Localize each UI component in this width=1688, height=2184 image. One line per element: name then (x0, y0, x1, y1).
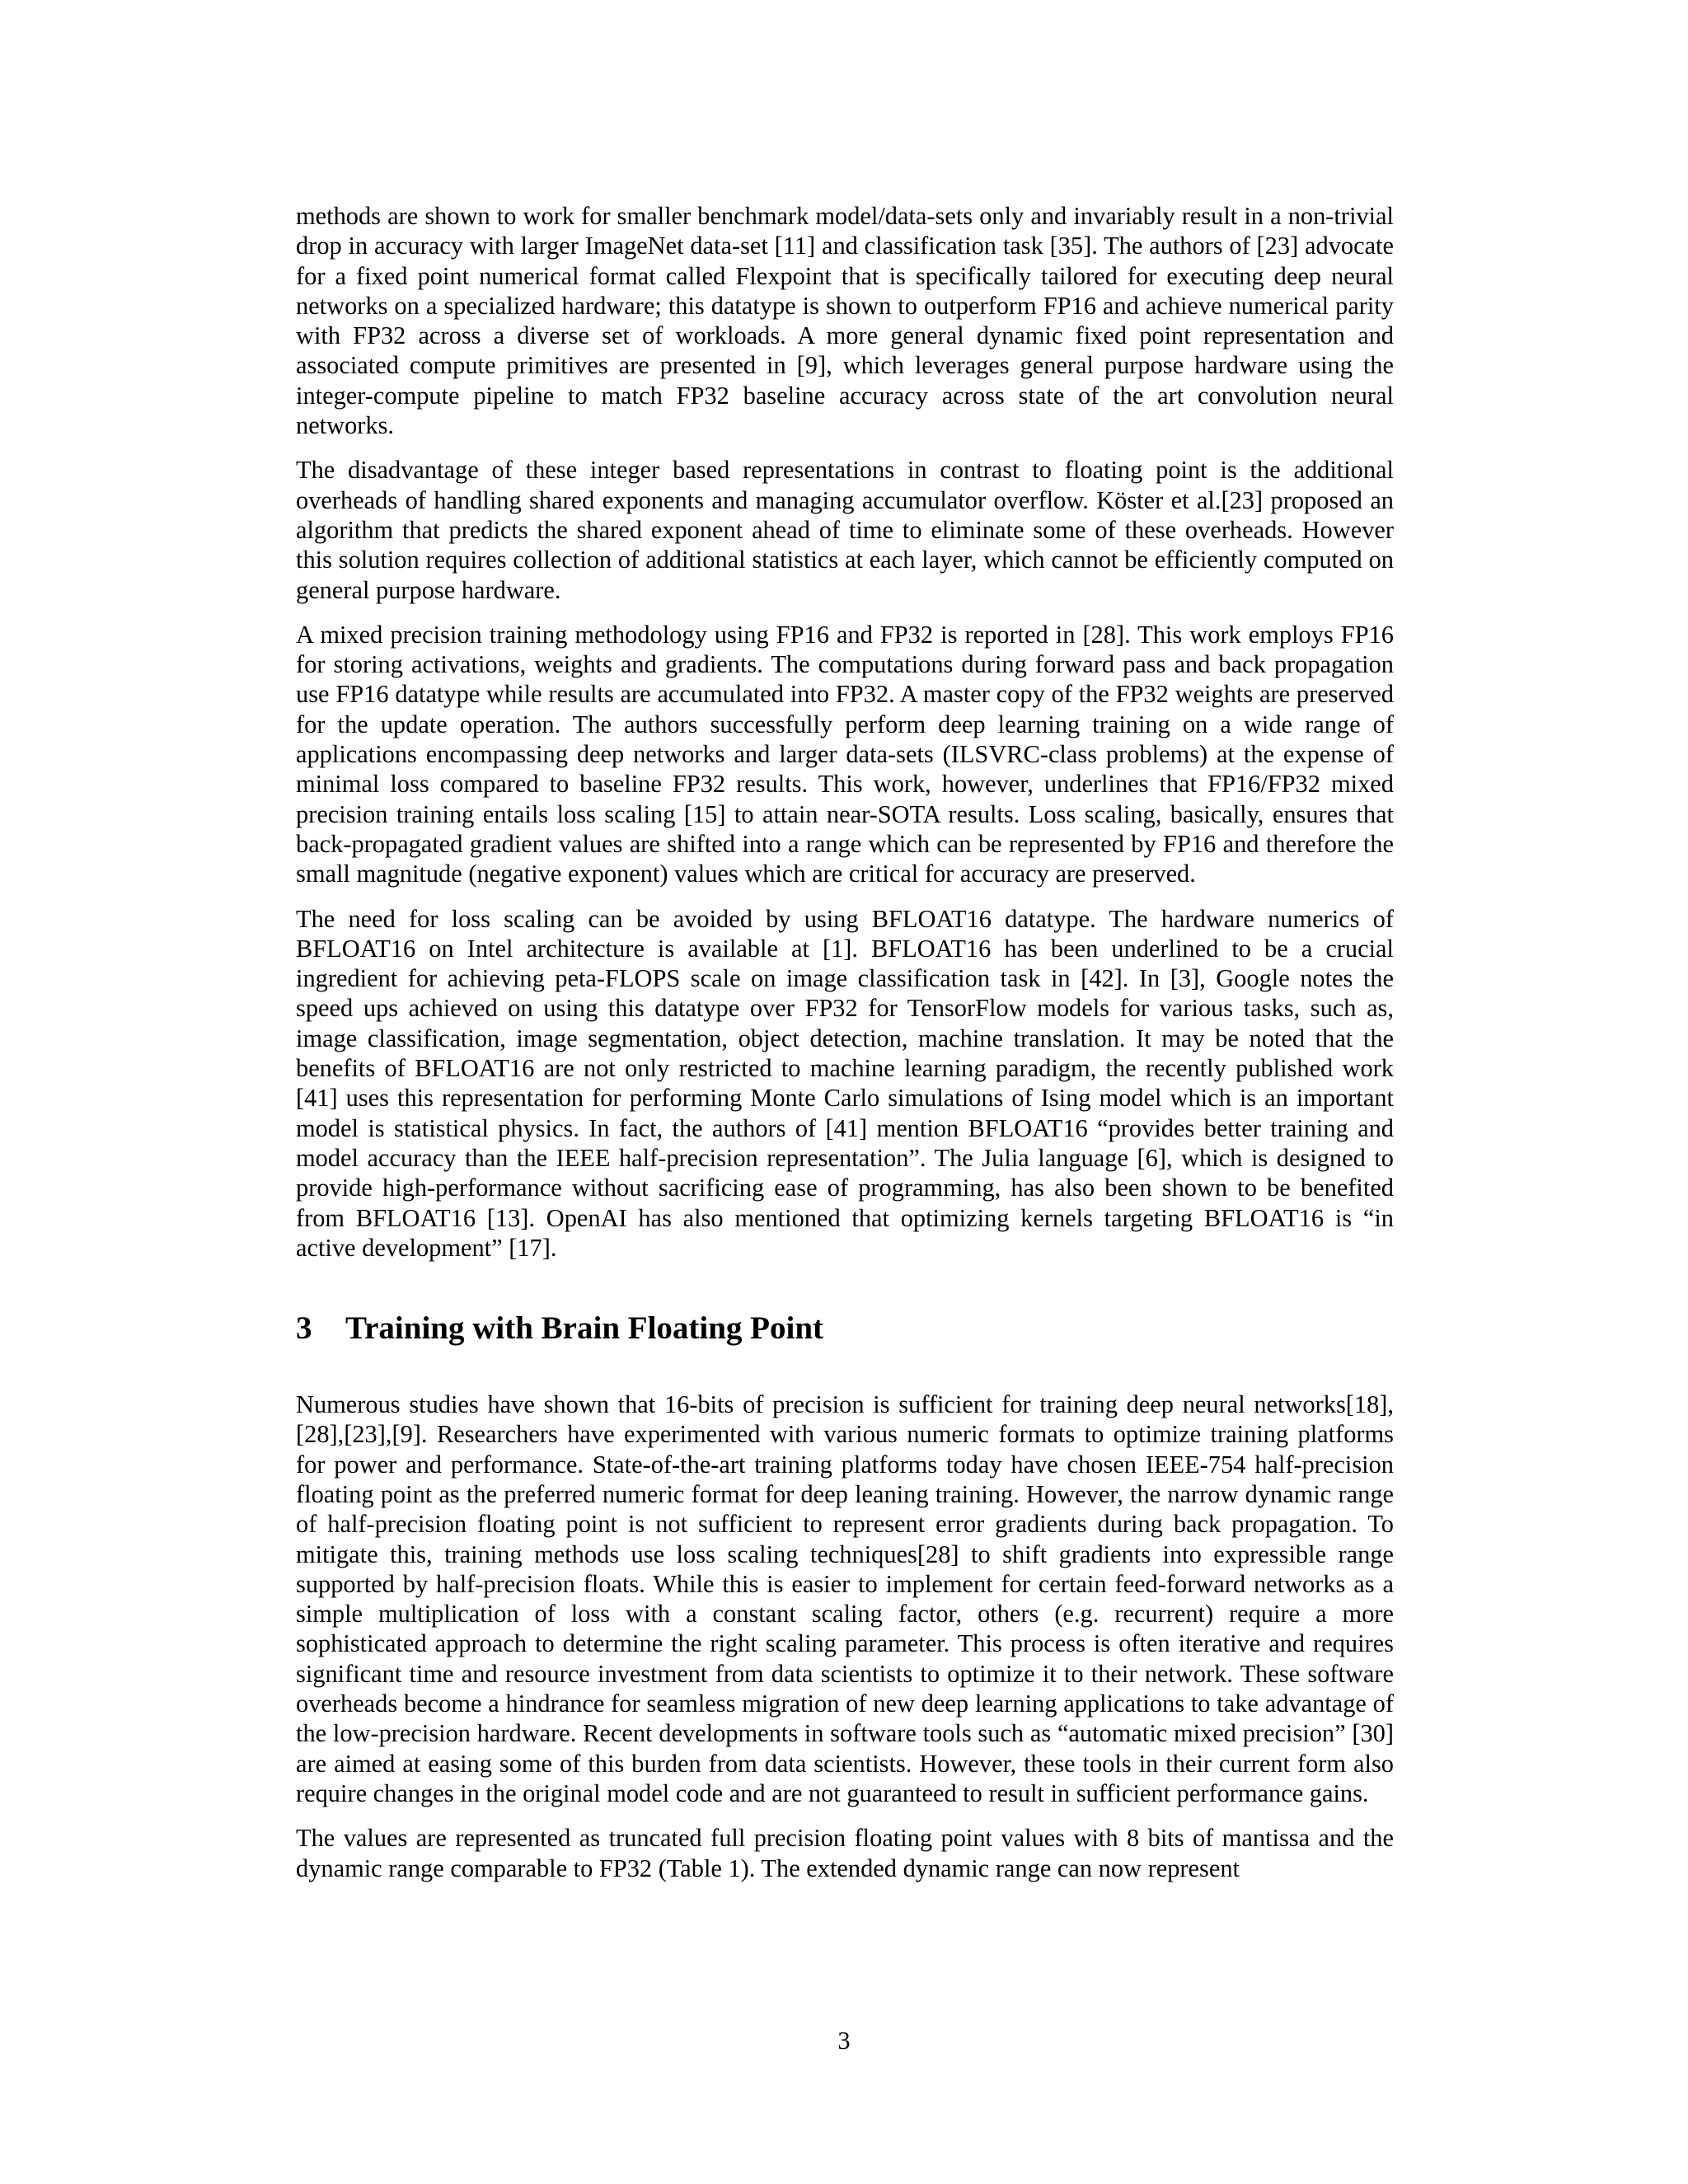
paragraph-value-representation: The values are represented as truncated full precision floating point values with 8 bits of mantissa and the dynamic range comparable to FP32 (Table 1). The extended dynamic range can now represent (296, 1824, 1394, 1882)
section-number: 3 (296, 1310, 312, 1347)
paragraph-bfloat16-benefits: The need for loss scaling can be avoided by using BFLOAT16 datatype. The hardware numerics of BFLOAT16 on Intel architecture is available at [1]. BFLOAT16 has been underlined to be a crucial ingredient for achieving peta-FLOPS scale on image classification task in [42]. In [3], Google notes the speed ups achieved on using this datatype over FP32 for TensorFlow models for various tasks, such as, image classification, image segmentation, object detection, machine translation. It may be noted that the benefits of BFLOAT16 are not only restricted to machine learning paradigm, the recently published work [41] uses this representation for performing Monte Carlo simulations of Ising model which is an important model is statistical physics. In fact, the authors of [41] mention BFLOAT16 “provides better training and model accuracy than the IEEE half-precision representation”. The Julia language [6], which is designed to provide high-performance without sacrificing ease of programming, has also been shown to be benefited from BFLOAT16 [13]. OpenAI has also mentioned that optimizing kernels targeting BFLOAT16 is “in active development” [17]. (296, 904, 1394, 1262)
section-title: Training with Brain Floating Point (345, 1310, 824, 1347)
paragraph-16bit-precision: Numerous studies have shown that 16-bits of precision is sufficient for training deep neural networks[18],[28],[23],[9]. Researchers have experimented with various numeric formats to optimize training platforms for power and performance. State-of-the-art training platforms today have chosen IEEE-754 half-precision floating point as the preferred numeric format for deep leaning training. However, the narrow dynamic range of half-precision floating point is not sufficient to represent error gradients during back propagation. To mitigate this, training methods use loss scaling techniques[28] to shift gradients into expressible range supported by half-precision floats. While this is easier to implement for certain feed-forward networks as a simple multiplication of loss with a constant scaling factor, others (e.g. recurrent) require a more sophisticated approach to determine the right scaling parameter. This process is often iterative and requires significant time and resource investment from data scientists to optimize it to their network. These software overheads become a hindrance for seamless migration of new deep learning applications to take advantage of the low-precision hardware. Recent developments in software tools such as “automatic mixed precision” [30] are aimed at easing some of this burden from data scientists. However, these tools in their current form also require changes in the original model code and are not guaranteed to result in sufficient performance gains. (296, 1390, 1394, 1807)
section-heading (296, 1309, 1394, 1348)
page-number: 3 (837, 2027, 851, 2055)
paragraph-integer-disadvantage: The disadvantage of these integer based representations in contrast to floating point is the additional overheads of handling shared exponents and managing accumulator overflow. Köster et al.[23] proposed an algorithm that predicts the shared exponent ahead of time to eliminate some of these overheads. However this solution requires collection of additional statistics at each layer, which cannot be efficiently computed on general purpose hardware. (296, 456, 1394, 604)
paragraph-related-work-fixed-point: methods are shown to work for smaller benchmark model/data-sets only and invariably result in a non-trivial drop in accuracy with larger ImageNet data-set [11] and classification task [35]. The authors of [23] advocate for a fixed point numerical format called Flexpoint that is specifically tailored for executing deep neural networks on a specialized hardware; this datatype is shown to outperform FP16 and achieve numerical parity with FP32 across a diverse set of workloads. A more general dynamic fixed point representation and associated compute primitives are presented in [9], which leverages general purpose hardware using the integer-compute pipeline to match FP32 baseline accuracy across state of the art convolution neural networks. (296, 202, 1394, 440)
text-column (296, 201, 1394, 1898)
paragraph-mixed-precision: A mixed precision training methodology using FP16 and FP32 is reported in [28]. This work employs FP16 for storing activations, weights and gradients. The computations during forward pass and back propagation use FP16 datatype while results are accumulated into FP32. A master copy of the FP32 weights are preserved for the update operation. The authors successfully perform deep learning training on a wide range of applications encompassing deep networks and larger data-sets (ILSVRC-class problems) at the expense of minimal loss compared to baseline FP32 results. This work, however, underlines that FP16/FP32 mixed precision training entails loss scaling [15] to attain near-SOTA results. Loss scaling, basically, ensures that back-propagated gradient values are shifted into a range which can be represented by FP16 and therefore the small magnitude (negative exponent) values which are critical for accuracy are preserved. (296, 620, 1394, 888)
